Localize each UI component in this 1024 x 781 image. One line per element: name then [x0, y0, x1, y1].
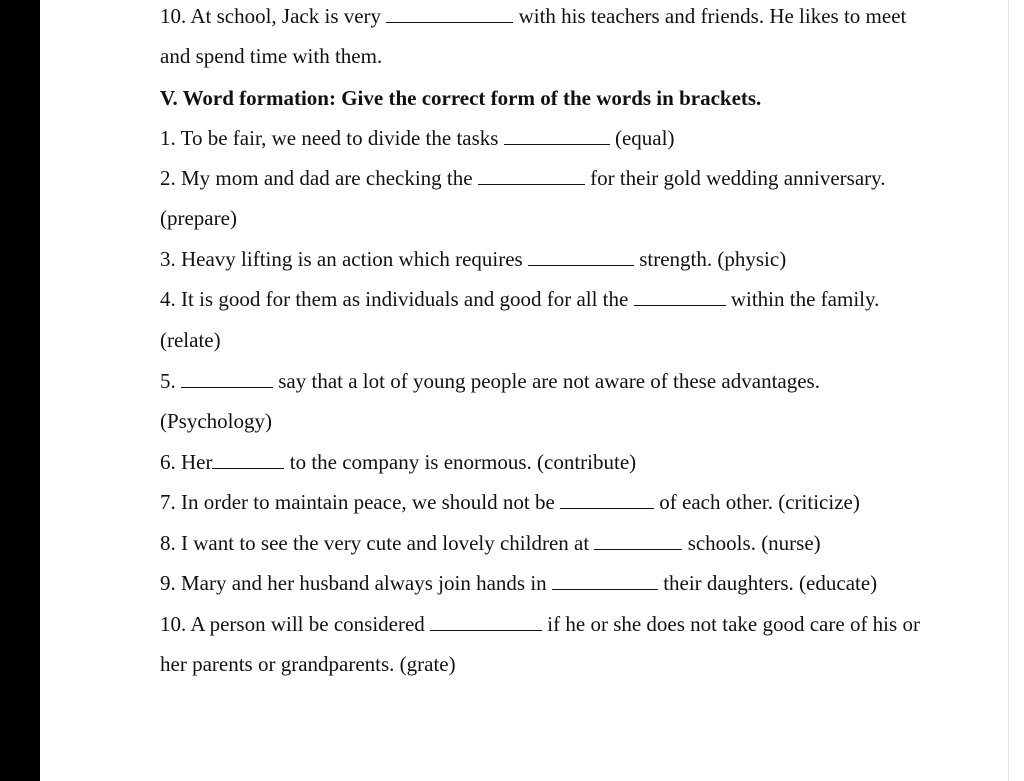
item-8-blank[interactable] — [594, 532, 682, 550]
exercise-item-7 — [160, 488, 860, 516]
item-1-after: (equal) — [609, 126, 675, 150]
exercise-item-5 — [160, 367, 820, 395]
exercise-item-1 — [160, 124, 674, 152]
item-9-after: their daughters. (educate) — [657, 571, 878, 595]
item-5-continuation: (Psychology) — [160, 409, 272, 433]
item-7-before: 7. In order to maintain peace, we should not be — [160, 490, 561, 514]
prev-q10-blank[interactable] — [386, 5, 513, 23]
item-7-after: of each other. (criticize) — [654, 490, 860, 514]
item-10-blank[interactable] — [430, 613, 542, 631]
item-3-after: strength. (physic) — [633, 247, 787, 271]
item-1-before: 1. To be fair, we need to divide the tasks — [160, 126, 504, 150]
item-5-after: say that a lot of young people are not aware of these advantages. — [273, 369, 820, 393]
right-page-edge — [1008, 0, 1009, 781]
exercise-item-2 — [160, 164, 886, 192]
item-8-after: schools. (nurse) — [682, 531, 821, 555]
prev-q10-continuation: and spend time with them. — [160, 44, 383, 68]
item-10-after: if he or she does not take good care of his or — [542, 612, 920, 636]
item-2-after: for their gold wedding anniversary. — [584, 166, 886, 190]
exercise-item-9 — [160, 569, 877, 597]
exercise-item-6 — [160, 448, 636, 476]
item-5-blank[interactable] — [181, 370, 273, 388]
prev-q10-line — [160, 2, 906, 30]
item-10-before: 10. A person will be considered — [160, 612, 431, 636]
item-10-continuation: her parents or grandparents. (grate) — [160, 652, 456, 676]
item-7-blank[interactable] — [560, 491, 654, 509]
exercise-item-10 — [160, 610, 920, 638]
exercise-item-3 — [160, 245, 786, 273]
item-9-before: 9. Mary and her husband always join hands in — [160, 571, 552, 595]
item-3-before: 3. Heavy lifting is an action which requires — [160, 247, 528, 271]
item-4-continuation: (relate) — [160, 328, 221, 352]
item-6-after: to the company is enormous. (contribute) — [284, 450, 637, 474]
item-2-before: 2. My mom and dad are checking the — [160, 166, 478, 190]
left-black-margin — [0, 0, 40, 781]
item-8-before: 8. I want to see the very cute and lovely children at — [160, 531, 595, 555]
item-9-blank[interactable] — [552, 572, 658, 590]
exercise-item-8 — [160, 529, 821, 557]
item-4-after: within the family. — [725, 287, 880, 311]
item-4-before: 4. It is good for them as individuals and good for all the — [160, 287, 634, 311]
item-6-blank[interactable] — [212, 451, 284, 469]
item-1-blank[interactable] — [504, 127, 610, 145]
item-6-before: 6. Her — [160, 450, 213, 474]
item-5-before: 5. — [160, 369, 181, 393]
item-4-blank[interactable] — [634, 288, 726, 306]
exercise-item-4 — [160, 285, 879, 313]
item-2-continuation: (prepare) — [160, 206, 237, 230]
item-3-blank[interactable] — [528, 248, 634, 266]
section-v-heading: V. Word formation: Give the correct form of the words in brackets. — [160, 86, 762, 110]
prev-q10-after: with his teachers and friends. He likes to meet — [513, 4, 907, 28]
item-2-blank[interactable] — [478, 167, 585, 185]
prev-q10-before: 10. At school, Jack is very — [160, 4, 387, 28]
